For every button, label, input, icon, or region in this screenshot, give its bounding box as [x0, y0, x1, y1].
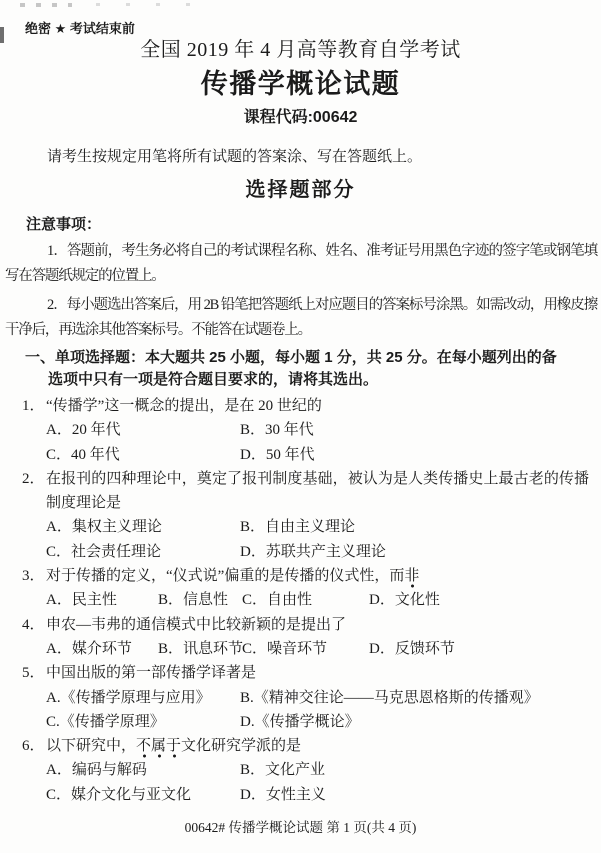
option-b: B．讯息环节 [158, 640, 244, 657]
question-1 [22, 394, 589, 467]
question-4 [22, 613, 589, 662]
option-b: B．信息性 [158, 592, 229, 609]
stem-text: 申农—韦弗的通信模式中比较新颖的是提出了 [46, 616, 347, 633]
question-stem [46, 734, 589, 758]
stem-emphasis: 非 [404, 568, 419, 589]
option-c: C.《传播学原理》 [46, 713, 165, 730]
question-number: 6． [22, 738, 45, 755]
stem-text: 在报刊的四种理论中，奠定了报刊制度基础，被认为是人类传播史上最古老的传播制度理论是 [46, 470, 589, 512]
scan-artifact [96, 3, 216, 6]
option-b: B．自由主义理论 [240, 519, 356, 536]
stem-text: 对于传播的定义，“仪式说”偏重的是传播的仪式性，而 [46, 568, 405, 585]
stem-text: 以下研究中， [46, 738, 137, 755]
question-2 [22, 467, 589, 564]
option-a: A．编码与解码 [46, 762, 147, 779]
stem-text: “传播学”这一概念的提出，是在 20 世纪的 [46, 398, 322, 414]
option-d: D．文化性 [369, 592, 440, 609]
question-stem [46, 564, 589, 588]
option-b: B．文化产业 [240, 762, 326, 779]
option-d: D.《传播学概论》 [240, 713, 360, 730]
option-d: D．50 年代 [240, 446, 315, 463]
question-3 [22, 564, 589, 613]
paper-title: 传播学概论试题 [200, 69, 401, 99]
option-a: A．集权主义理论 [46, 519, 162, 536]
option-group [46, 418, 589, 467]
stem-emphasis: 不属于 [136, 738, 181, 759]
scan-artifact [20, 3, 72, 7]
question-number: 5． [22, 665, 45, 682]
option-c: C．社会责任理论 [46, 543, 162, 560]
option-d: D．苏联共产主义理论 [240, 543, 386, 560]
question-list [0, 394, 601, 807]
question-stem [46, 661, 589, 685]
question-number: 3． [22, 568, 45, 585]
question-stem [46, 394, 589, 418]
option-group [46, 515, 589, 564]
question-number: 1． [22, 398, 45, 414]
option-group [46, 637, 589, 661]
option-a: A．20 年代 [46, 422, 121, 439]
stem-text: 中国出版的第一部传播学译著是 [46, 665, 257, 682]
section-title: 选择题部分 [245, 179, 356, 201]
option-group [46, 686, 589, 735]
question-number: 4． [22, 616, 45, 633]
option-c: C．40 年代 [46, 446, 120, 463]
option-group [46, 758, 589, 807]
page-footer: 00642# 传播学概论试题 第 1 页(共 4 页) [184, 820, 417, 836]
question-stem [46, 467, 589, 516]
question-number: 2． [22, 470, 45, 487]
scan-artifact [0, 27, 4, 43]
course-code: 课程代码:00642 [243, 109, 358, 126]
option-c: C．噪音环节 [242, 640, 328, 657]
option-a: A．民主性 [46, 592, 117, 609]
exam-title: 全国 2019 年 4 月高等教育自学考试 [140, 39, 461, 61]
stem-text: 文化研究学派的是 [181, 738, 302, 755]
option-b: B.《精神交往论——马克思恩格斯的传播观》 [240, 689, 539, 706]
option-d: D．女性主义 [240, 786, 326, 803]
option-b: B．30 年代 [240, 422, 314, 439]
notes-heading: 注意事项： [26, 216, 102, 233]
option-a: A.《传播学原理与应用》 [46, 689, 211, 706]
option-c: C．媒介文化与亚文化 [46, 786, 192, 803]
question-6 [22, 734, 589, 807]
question-stem [46, 613, 589, 637]
note-item-1: 1．答题前，考生务必将自己的考试课程名称、姓名、准考证号用黑色字迹的签字笔或钢笔填写在答题纸规定的位置上。 [5, 243, 597, 284]
note-item-2: 2．每小题选出答案后，用 2B 铅笔把答题纸上对应题目的答案标号涂黑。如需改动，用橡皮擦干净后，再选涂其他答案标号。不能答在试题卷上。 [5, 297, 597, 338]
question-5 [22, 661, 589, 734]
security-classification: 绝密 ★ 考试结束前 [25, 21, 135, 36]
option-c: C．自由性 [242, 592, 313, 609]
option-a: A．媒介环节 [46, 640, 132, 657]
answer-instruction: 请考生按规定用笔将所有试题的答案涂、写在答题纸上。 [47, 149, 423, 165]
option-d: D．反馈环节 [369, 640, 455, 657]
part-one-heading: 一、单项选择题：本大题共 25 小题，每小题 1 分，共 25 分。在每小题列出的备选项中只有一项是符合题目要求的，请将其选出。 [25, 349, 557, 388]
option-group [46, 588, 589, 612]
